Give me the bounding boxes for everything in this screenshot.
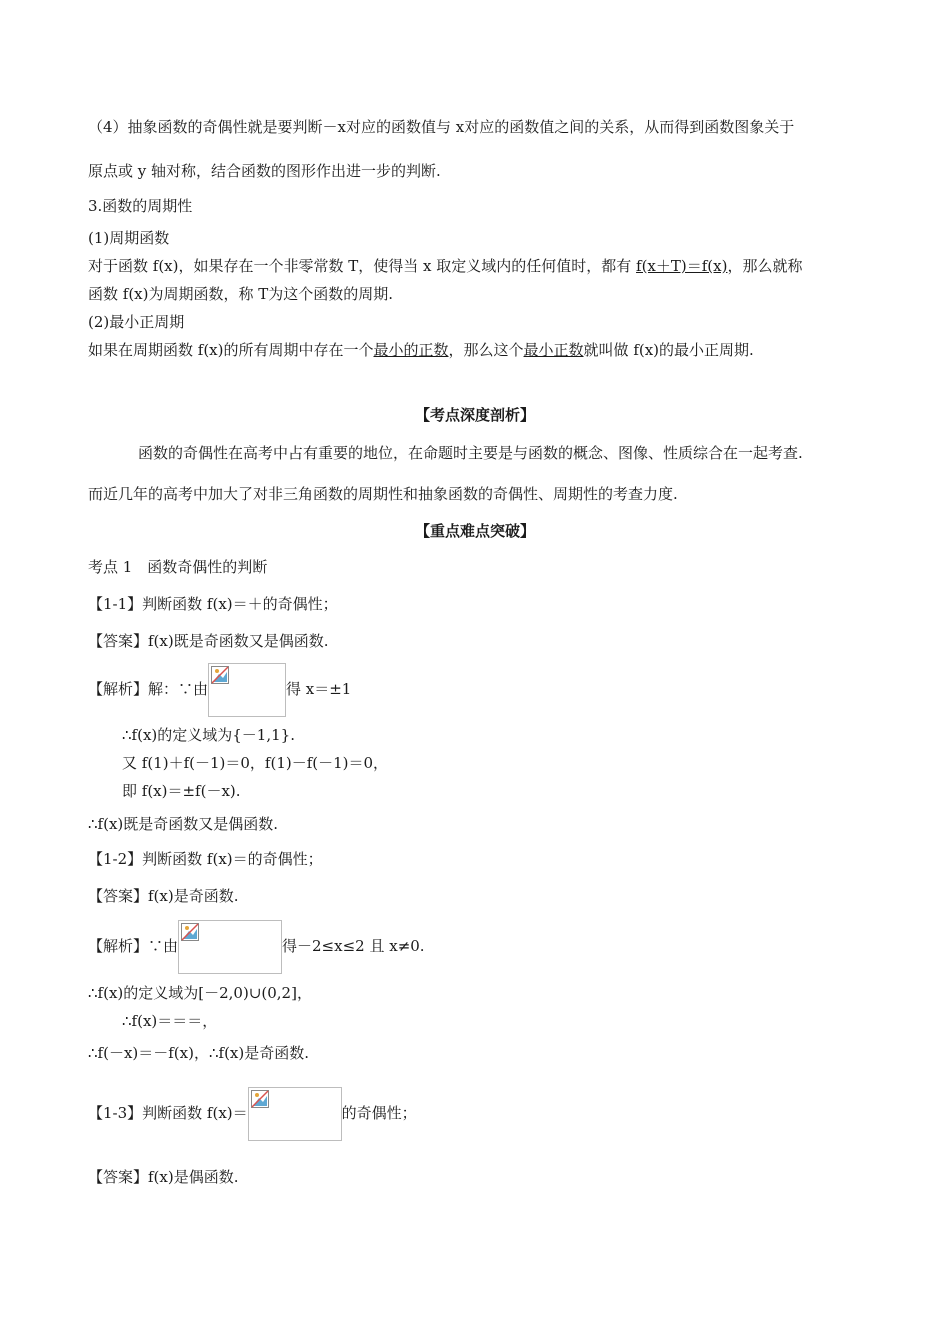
solution-1-1-conclusion: ∴f(x)既是奇函数又是偶函数. — [88, 815, 279, 833]
broken-image-icon — [211, 666, 229, 684]
definition-periodic-2: 函数 f(x)为周期函数，称 T为这个函数的周期. — [88, 285, 394, 303]
solution-1-1-values: 又 f(1)＋f(－1)＝0，f(1)－f(－1)＝0， — [122, 754, 389, 772]
para-abstract-parity-1: （4）抽象函数的奇偶性就是要判断－x对应的函数值与 x对应的函数值之间的关系，从而得到函数图象关于 — [88, 118, 795, 136]
para-abstract-parity-2: 原点或 y 轴对称，结合函数的图形作出进一步的判断. — [88, 162, 441, 180]
question-1-2: 【1-2】判断函数 f(x)＝的奇偶性； — [88, 850, 323, 868]
solution-1-1: 【解析】解：∵由 得 x＝±1 — [88, 662, 351, 716]
solution-1-2-domain: ∴f(x)的定义域为[－2,0)∪(0,2]， — [88, 984, 312, 1002]
analysis-paragraph-1: 函数的奇偶性在高考中占有重要的地位，在命题时主要是与函数的概念、图像、性质综合在一起考查. — [138, 444, 803, 462]
answer-1-1: 【答案】f(x)既是奇函数又是偶函数. — [88, 632, 329, 650]
definition-periodic-1: 对于函数 f(x)，如果存在一个非零常数 T，使得当 x 取定义域内的任何值时，都有 f(x＋T)＝f(x)，那么就称 — [88, 257, 803, 275]
solution-1-2-conclusion: ∴f(－x)＝－f(x)，∴f(x)是奇函数. — [88, 1044, 310, 1062]
heading-breakthrough: 【重点难点突破】 — [414, 522, 535, 540]
formula-image — [178, 920, 282, 974]
formula-image — [248, 1087, 342, 1141]
broken-image-icon — [251, 1090, 269, 1108]
periodic-condition: f(x＋T)＝f(x) — [636, 257, 728, 275]
subsection-periodic-function: (1)周期函数 — [88, 229, 170, 247]
solution-1-2-simplify: ∴f(x)＝＝＝， — [122, 1012, 218, 1030]
answer-1-2: 【答案】f(x)是奇函数. — [88, 887, 239, 905]
solution-1-1-domain: ∴f(x)的定义域为{－1,1}. — [122, 726, 295, 744]
section-periodicity: 3.函数的周期性 — [88, 197, 193, 215]
solution-1-2: 【解析】∵由 得－2≤x≤2 且 x≠0. — [88, 919, 425, 973]
min-positive-number: 最小正数 — [523, 341, 584, 359]
question-1-1: 【1-1】判断函数 f(x)＝＋的奇偶性； — [88, 595, 338, 613]
answer-1-3: 【答案】f(x)是偶函数. — [88, 1168, 239, 1186]
question-1-3: 【1-3】判断函数 f(x)＝ 的奇偶性； — [88, 1086, 417, 1140]
definition-min-period: 如果在周期函数 f(x)的所有周期中存在一个最小的正数，那么这个最小正数就叫做 f(x)的最小正周期. — [88, 341, 754, 359]
subsection-min-period: (2)最小正周期 — [88, 313, 185, 331]
broken-image-icon — [181, 923, 199, 941]
formula-image — [208, 663, 286, 717]
heading-analysis: 【考点深度剖析】 — [414, 406, 535, 424]
topic-1: 考点 1 函数奇偶性的判断 — [88, 558, 268, 576]
analysis-paragraph-2: 而近几年的高考中加大了对非三角函数的周期性和抽象函数的奇偶性、周期性的考查力度. — [88, 485, 678, 503]
smallest-positive-number: 最小的正数 — [373, 341, 449, 359]
solution-1-1-relation: 即 f(x)＝±f(－x). — [122, 782, 241, 800]
